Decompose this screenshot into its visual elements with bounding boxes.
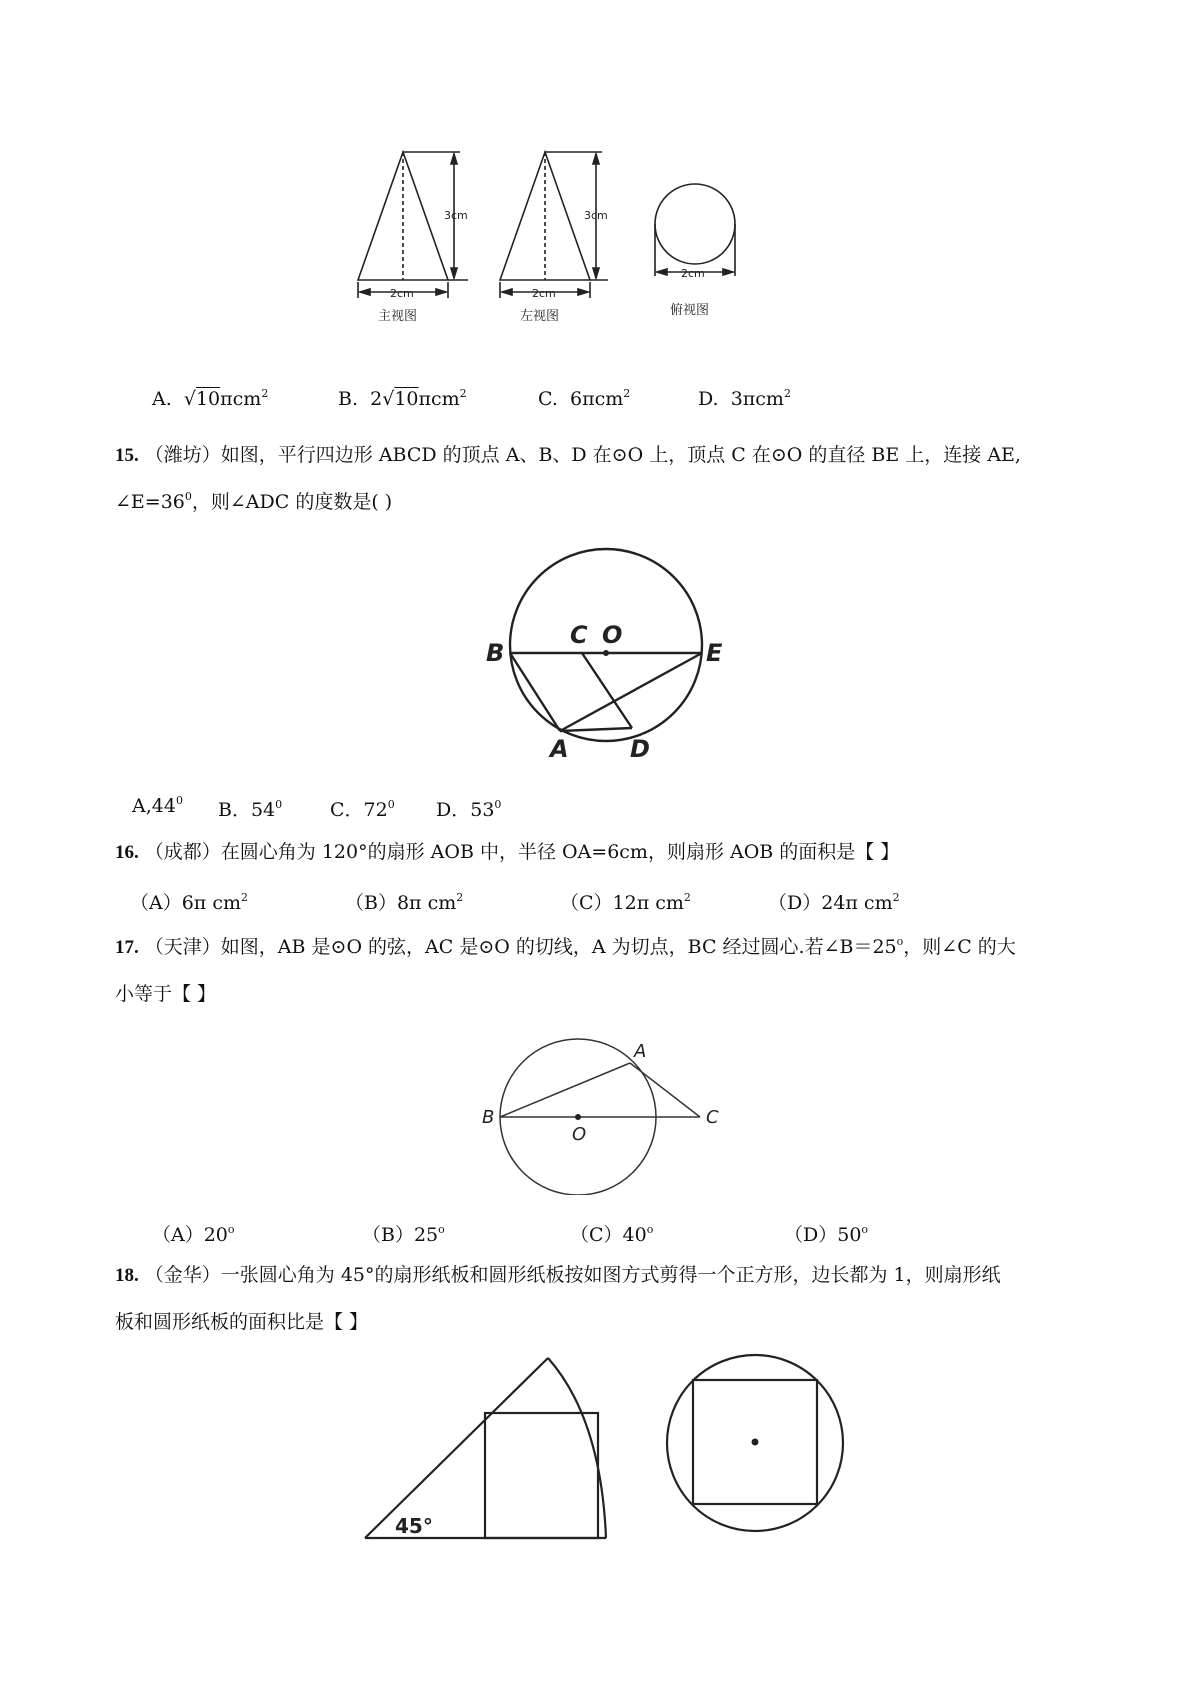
point-a-label: A xyxy=(550,735,569,763)
point-o-label: O xyxy=(602,621,623,649)
left-view-height-label: 3cm xyxy=(584,209,608,222)
q16-option-a: （A）6π $cm^2$ xyxy=(130,891,248,914)
point-c-label: C xyxy=(706,1107,719,1128)
q17-circle-figure xyxy=(470,1025,730,1195)
q16-stem: 16. （成都）在圆心角为 120°的扇形 AOB 中，半径 OA=6cm，则扇形 AOB 的面积是【 】 xyxy=(115,841,900,863)
point-d-label: D xyxy=(630,735,650,763)
sector-angle-label: 45° xyxy=(395,1514,433,1538)
q14-option-a: A. √10πcm$^2$ xyxy=(152,387,269,410)
q18-stem-line2: 板和圆形纸板的面积比是【 】 xyxy=(115,1311,369,1333)
q17-option-c: （C）40$^o$ xyxy=(570,1223,654,1246)
top-view-caption: 俯视图 xyxy=(670,303,710,318)
q14-option-b: B. 2√10πcm$^2$ xyxy=(338,387,467,410)
q15-circle-figure xyxy=(470,535,740,765)
q14-option-c: C. 6πcm$^2$ xyxy=(538,387,631,410)
left-view-base-label: 2cm xyxy=(532,287,556,300)
q15-option-d: D．$53^0$ xyxy=(436,798,502,821)
point-e-label: E xyxy=(706,639,723,667)
q18-stem-line1: 18. （金华）一张圆心角为 45°的扇形纸板和圆形纸板按如图方式剪得一个正方形，边长都为 1，则扇形纸 xyxy=(115,1264,1001,1286)
sqrt-symbol: √ xyxy=(183,388,196,410)
q16-option-c: （C）12π $cm^2$ xyxy=(560,891,691,914)
q14-option-d: D. 3πcm$^2$ xyxy=(698,387,791,410)
q15-option-b: B．$54^0$ xyxy=(218,798,283,821)
q17-stem-line1: 17. （天津）如图，AB 是⊙O 的弦，AC 是⊙O 的切线，A 为切点，BC 经过圆心.若$\angle B=25^o$，则∠C 的大 xyxy=(115,935,1016,958)
left-view xyxy=(500,152,608,298)
point-c-label: C xyxy=(570,621,588,649)
q18-sector-and-circle-figure xyxy=(355,1338,875,1550)
q15-number: 15. xyxy=(115,445,139,466)
q17-option-a: （A）20$^o$ xyxy=(152,1223,235,1246)
point-o-label: O xyxy=(572,1124,587,1145)
front-view-height-label: 3cm xyxy=(444,209,468,222)
q15-stem-line1: 15. （潍坊）如图，平行四边形 ABCD 的顶点 A、B、D 在⊙O 上，顶点 C 在⊙O 的直径 BE 上，连接 AE, xyxy=(115,444,1021,466)
point-a-label: A xyxy=(634,1041,647,1062)
front-view-base-label: 2cm xyxy=(390,287,414,300)
q17-option-d: （D）50$^o$ xyxy=(784,1223,869,1246)
q17-stem-line2: 小等于【 】 xyxy=(115,983,217,1005)
front-view-caption: 主视图 xyxy=(378,309,418,324)
q17-number: 17. xyxy=(115,937,139,958)
q17-option-b: （B）25$^o$ xyxy=(362,1223,445,1246)
front-view xyxy=(358,152,468,298)
q15-option-a: $A,44^0$ xyxy=(132,794,183,817)
q16-number: 16. xyxy=(115,842,139,863)
sector-paper xyxy=(365,1358,606,1538)
q18-number: 18. xyxy=(115,1265,139,1286)
top-view-diameter-label: 2cm xyxy=(681,267,705,280)
q15-option-c: C．$72^0$ xyxy=(330,798,395,821)
q14-three-views-figure xyxy=(340,140,760,340)
top-view xyxy=(655,184,735,276)
point-b-label: B xyxy=(482,1107,495,1128)
q16-option-b: （B）8π $cm^2$ xyxy=(345,891,464,914)
q16-option-d: （D）24π $cm^2$ xyxy=(768,891,900,914)
sqrt-symbol: √ xyxy=(382,388,395,410)
left-view-caption: 左视图 xyxy=(520,309,560,324)
point-b-label: B xyxy=(486,639,505,667)
q15-stem-line2: $\angle E=36^0$，则∠ADC 的度数是( ) xyxy=(115,490,393,513)
